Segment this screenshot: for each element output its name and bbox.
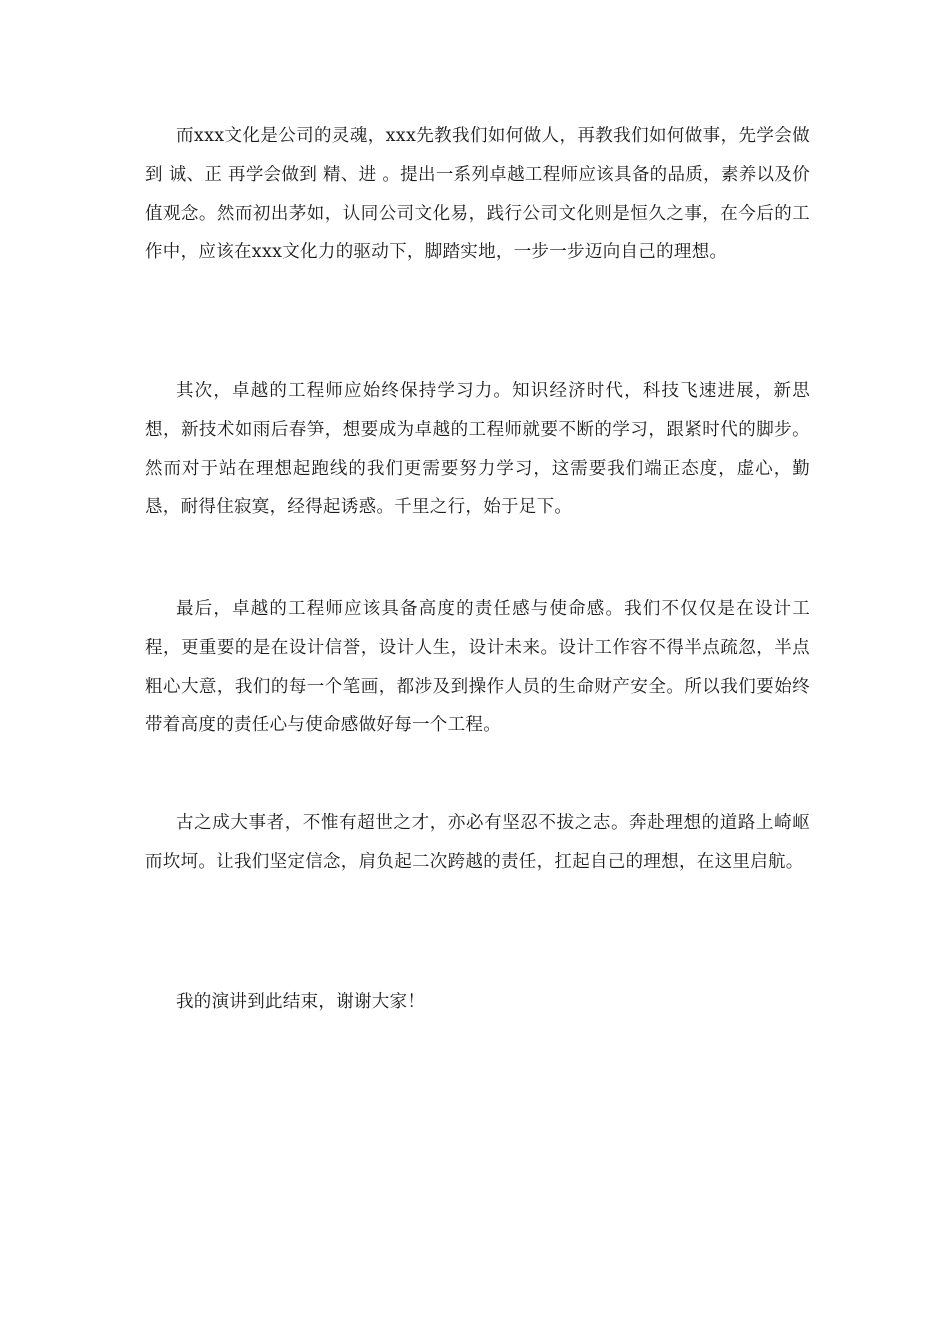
- paragraph-closing: 我的演讲到此结束，谢谢大家！: [176, 992, 426, 1012]
- paragraph-learning-ability: 其次，卓越的工程师应始终保持学习力。知识经济时代，科技飞速进展，新思想，新技术如雨后春笋，想要成为卓越的工程师就要不断的学习，跟紧时代的脚步。然而对于站在理想起跑线的我们更需要努力学习，这需要我们端正态度，虚心，勤恳，耐得住寂寞，经得起诱惑。千里之行，始于足下。: [145, 381, 810, 518]
- paragraph-responsibility: 最后，卓越的工程师应该具备高度的责任感与使命感。我们不仅仅是在设计工程，更重要的是在设计信誉，设计人生，设计未来。设计工作容不得半点疏忽，半点粗心大意，我们的每一个笔画，都涉及到操作人员的生命财产安全。所以我们要始终带着高度的责任心与使命感做好每一个工程。: [145, 599, 810, 736]
- paragraph-company-culture: 而xxx文化是公司的灵魂，xxx先教我们如何做人，再教我们如何做事，先学会做到 诚、正 再学会做到 精、进 。提出一系列卓越工程师应该具备的品质，素养以及价值观念。然而初出茅如，认同公司文化易，践行公司文化则是恒久之事，在今后的工作中，应该在xxx文化力的驱动下，脚踏实地，一步一步迈向自己的理想。: [145, 126, 810, 263]
- paragraph-ambition: 古之成大事者，不惟有超世之才，亦必有坚忍不拔之志。奔赴理想的道路上崎岖而坎坷。让我们坚定信念，肩负起二次跨越的责任，扛起自己的理想，在这里启航。: [145, 813, 810, 872]
